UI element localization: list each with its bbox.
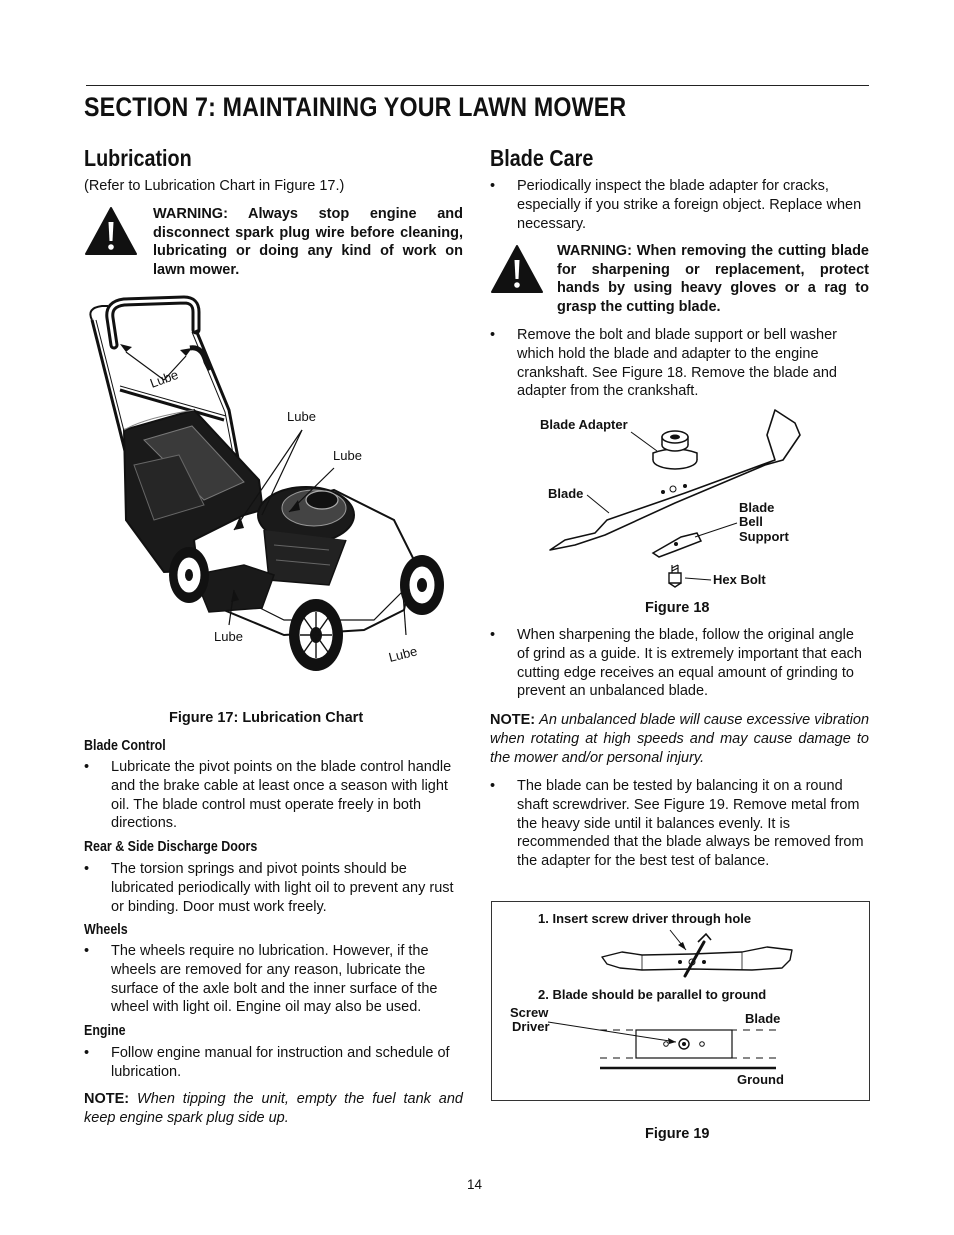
note-label: NOTE: xyxy=(84,1091,130,1107)
blade-assembly-illustration xyxy=(535,405,810,595)
blade-care-heading: Blade Care xyxy=(490,145,594,171)
hex-bolt-label: Hex Bolt xyxy=(713,572,766,587)
wheel-front-left xyxy=(289,599,343,671)
bell-support-label-3: Support xyxy=(739,529,789,544)
step-1-label: 1. Insert screw driver through hole xyxy=(538,911,752,926)
wheels-heading: Wheels xyxy=(84,922,128,938)
bullet: • xyxy=(84,1045,90,1061)
blade-label: Blade xyxy=(548,486,584,501)
page-number: 14 xyxy=(467,1177,483,1192)
wheel-rear-right xyxy=(400,555,444,615)
screw-driver-label-2: Driver xyxy=(512,1019,550,1034)
blade-label-19: Blade xyxy=(745,1011,781,1026)
lube-label-wheel: Lube xyxy=(387,643,419,665)
figure-19-caption: Figure 19 xyxy=(645,1126,710,1142)
lubrication-warning: WARNING: Always stop engine and disconnect spark plug wire before cleaning, lubricating or doing any kind of work on lawn mower. xyxy=(153,206,463,278)
bullet: • xyxy=(490,778,496,794)
lube-label-engine: Lube xyxy=(333,448,362,463)
note-label: NOTE: xyxy=(490,712,536,728)
lube-label-door: Lube xyxy=(214,629,243,644)
blade-care-text-4: The blade can be tested by balancing it on a round shaft screwdriver. See Figure 19. Remove metal from the heavy side until it balances evenly. It is recommended that the blade always be removed from the adapter for the best test of balance. xyxy=(517,778,864,870)
blade-care-text-1: Periodically inspect the blade adapter for cracks, especially if you strike a foreign object. Replace when necessary. xyxy=(517,178,862,232)
screw-driver-label-1: Screw xyxy=(510,1005,549,1020)
blade-control-text: Lubricate the pivot points on the blade control handle and the brake cable at least once a season with light oil. The blade control must operate freely in both directions. xyxy=(111,759,452,832)
blade-care-note xyxy=(490,711,869,767)
lube-label-cable: Lube xyxy=(287,409,316,424)
bullet: • xyxy=(490,327,496,343)
lubrication-note xyxy=(84,1090,463,1128)
bullet: • xyxy=(84,943,90,959)
lawn-mower-illustration xyxy=(84,290,464,690)
warning-icon xyxy=(84,205,138,257)
bullet: • xyxy=(490,178,496,194)
figure-18-caption: Figure 18 xyxy=(645,600,710,616)
step-2-label: 2. Blade should be parallel to ground xyxy=(538,987,767,1002)
figure-19-box xyxy=(491,901,870,1101)
wheel-rear-left xyxy=(169,547,209,603)
warning-icon xyxy=(490,243,544,295)
ground-label: Ground xyxy=(737,1072,784,1087)
lubrication-refer: (Refer to Lubrication Chart in Figure 17.) xyxy=(84,178,345,194)
blade-care-warning: WARNING: When removing the cutting blade for sharpening or replacement, protect hands by using heavy gloves or a rag to grasp the cutting blade. xyxy=(557,243,869,315)
engine-text: Follow engine manual for instruction and schedule of lubrication. xyxy=(111,1045,450,1080)
bullet: • xyxy=(490,627,496,643)
top-rule xyxy=(86,85,869,86)
bell-support-label-1: Blade xyxy=(739,500,775,515)
doors-text: The torsion springs and pivot points should be lubricated periodically with light oil to prevent any rust or binding. Door must work freely. xyxy=(111,861,454,915)
blade-care-text-2: Remove the bolt and blade support or bell washer which hold the blade and adapter to the engine crankshaft. See Figure 18. Remove the blade and adapter from the crankshaft. xyxy=(517,327,837,400)
blade-care-text-3: When sharpening the blade, follow the original angle of grind as a guide. It is extremely important that each cutting edge receives an equal amount of grinding to prevent an unbalanced blade. xyxy=(517,627,862,700)
doors-heading: Rear & Side Discharge Doors xyxy=(84,839,258,855)
section-title: SECTION 7: MAINTAINING YOUR LAWN MOWER xyxy=(84,92,627,122)
wheels-text: The wheels require no lubrication. However, if the wheels are removed for any reason, lubricate the surface of the axle bolt and the inner surface of the wheel with light oil. Engine oil may also be used. xyxy=(111,943,438,1016)
blade-control-heading: Blade Control xyxy=(84,738,166,754)
blade-adapter-label: Blade Adapter xyxy=(540,417,628,432)
note-text: When tipping the unit, empty the fuel tank and keep engine spark plug side up. xyxy=(84,1091,463,1126)
bullet: • xyxy=(84,861,90,877)
note-text: An unbalanced blade will cause excessive vibration when rotating at high speeds and may cause damage to the mower and/or personal injury. xyxy=(490,712,870,766)
engine-heading: Engine xyxy=(84,1023,126,1039)
lube-label-handle: Lube xyxy=(147,366,181,391)
bullet: • xyxy=(84,759,90,775)
bell-support-label-2: Bell xyxy=(739,514,763,529)
figure-17-caption: Figure 17: Lubrication Chart xyxy=(169,710,364,726)
blade-balance-illustration xyxy=(492,902,869,1100)
lubrication-heading: Lubrication xyxy=(84,145,192,171)
